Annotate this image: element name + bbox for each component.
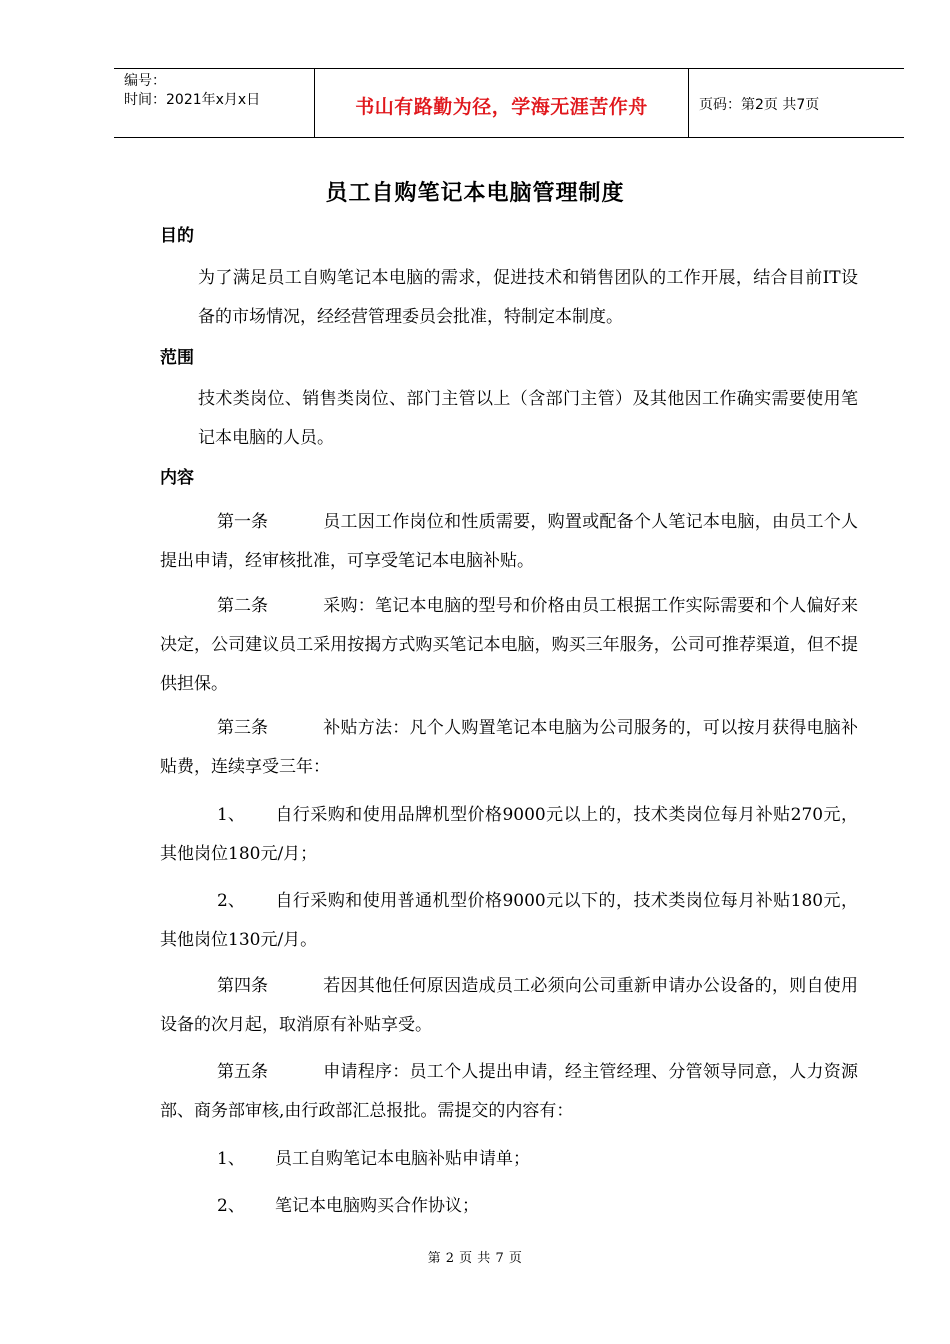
article-5-label: 第五条 bbox=[217, 1062, 268, 1082]
article-3-item-1-text: 自行采购和使用品牌机型价格9000元以上的，技术类岗位每月补贴270元，其他岗位180元/月； bbox=[160, 805, 858, 864]
article-4-text: 若因其他任何原因造成员工必须向公司重新申请办公设备的，则自使用设备的次月起，取消原有补贴享受。 bbox=[160, 976, 858, 1035]
article-3-item-2-number: 2、 bbox=[217, 891, 245, 911]
scope-paragraph: 技术类岗位、销售类岗位、部门主管以上（含部门主管）及其他因工作确实需要使用笔记本电脑的人员。 bbox=[198, 389, 858, 448]
article-5-item-2-number: 2、 bbox=[217, 1196, 245, 1216]
article-2 bbox=[160, 587, 858, 704]
article-5-item-1-number: 1、 bbox=[217, 1149, 245, 1169]
article-3-item-1-number: 1、 bbox=[217, 805, 245, 825]
section-heading-content: 内容 bbox=[160, 468, 194, 488]
article-3-label: 第三条 bbox=[217, 718, 268, 738]
section-heading-scope: 范围 bbox=[160, 348, 194, 368]
article-5-item-2 bbox=[160, 1187, 858, 1226]
article-5-item-1-text: 员工自购笔记本电脑补贴申请单； bbox=[275, 1149, 530, 1169]
article-5 bbox=[160, 1053, 858, 1131]
article-1-text: 员工因工作岗位和性质需要，购置或配备个人笔记本电脑，由员工个人提出申请，经审核批准，可享受笔记本电脑补贴。 bbox=[160, 512, 858, 571]
page-header bbox=[114, 68, 904, 138]
article-5-item-1 bbox=[160, 1140, 858, 1179]
article-2-text: 采购：笔记本电脑的型号和价格由员工根据工作实际需要和个人偏好来决定，公司建议员工采用按揭方式购买笔记本电脑，购买三年服务，公司可推荐渠道，但不提供担保。 bbox=[160, 596, 858, 694]
page-footer: 第 2 页 共 7 页 bbox=[427, 1251, 523, 1266]
article-1 bbox=[160, 503, 858, 581]
article-3 bbox=[160, 709, 858, 787]
article-3-item-1 bbox=[160, 796, 858, 874]
article-3-item-2 bbox=[160, 882, 858, 960]
section-heading-purpose: 目的 bbox=[160, 226, 194, 246]
article-4-label: 第四条 bbox=[217, 976, 268, 996]
article-5-text: 申请程序：员工个人提出申请，经主管经理、分管领导同意，人力资源部、商务部审核,由行政部汇总报批。需提交的内容有： bbox=[160, 1062, 858, 1121]
document-title: 员工自购笔记本电脑管理制度 bbox=[325, 181, 625, 206]
article-4 bbox=[160, 967, 858, 1045]
article-1-label: 第一条 bbox=[217, 512, 268, 532]
header-motto-cell bbox=[314, 69, 689, 137]
article-5-item-2-text: 笔记本电脑购买合作协议； bbox=[275, 1196, 479, 1216]
header-page-info: 页码：第2页 共7页 bbox=[699, 97, 820, 113]
purpose-paragraph: 为了满足员工自购笔记本电脑的需求，促进技术和销售团队的工作开展，结合目前IT设备的市场情况，经经营管理委员会批准，特制定本制度。 bbox=[198, 268, 858, 327]
time-label: 时间：2021年x月x日 bbox=[124, 92, 261, 108]
number-label: 编号： bbox=[124, 73, 166, 89]
article-3-item-2-text: 自行采购和使用普通机型价格9000元以下的，技术类岗位每月补贴180元，其他岗位130元/月。 bbox=[160, 891, 858, 950]
article-3-text: 补贴方法：凡个人购置笔记本电脑为公司服务的，可以按月获得电脑补贴费，连续享受三年： bbox=[160, 718, 858, 777]
article-2-label: 第二条 bbox=[217, 596, 268, 616]
header-meta bbox=[114, 69, 314, 137]
header-motto: 书山有路勤为径，学海无涯苦作舟 bbox=[355, 95, 648, 118]
